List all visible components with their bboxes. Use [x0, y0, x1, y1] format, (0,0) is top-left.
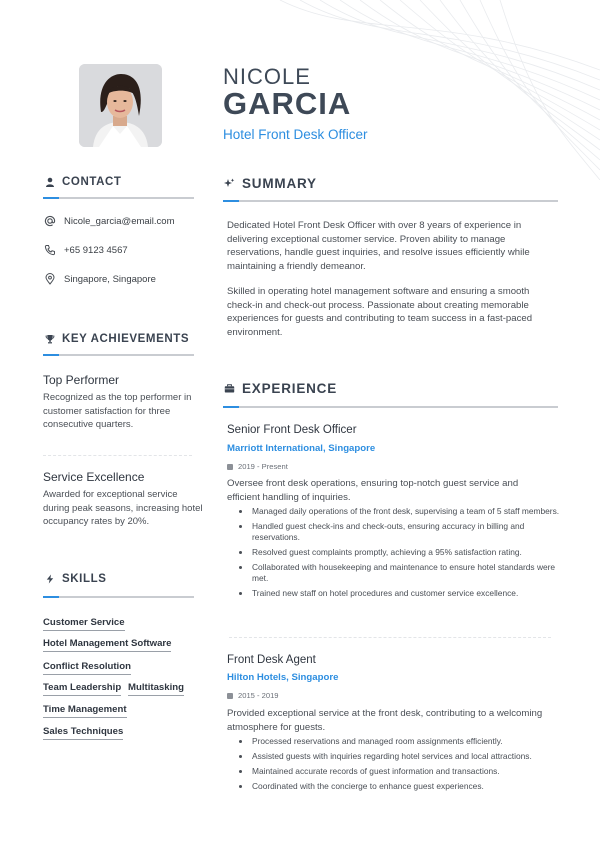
briefcase-icon — [224, 383, 235, 394]
email-text: Nicole_garcia@email.com — [64, 215, 175, 227]
skills-heading-label: SKILLS — [62, 573, 107, 585]
calendar-icon — [227, 464, 233, 470]
contact-email[interactable] — [44, 215, 175, 227]
achievements-heading-label: KEY ACHIEVEMENTS — [62, 333, 190, 345]
contact-heading-label: CONTACT — [62, 176, 122, 188]
summary-paragraph-2: Skilled in operating hotel management software and ensuring a smooth check-in and check-out process. Passionate about creating memorable experiences for guests and contributing to team success in a fast-paced environment. — [227, 286, 533, 338]
job-2-dates — [227, 691, 279, 700]
achievements-divider — [43, 354, 194, 356]
skill-tag: Conflict Resolution — [43, 661, 131, 675]
contact-divider — [43, 197, 194, 199]
trophy-icon — [45, 334, 55, 344]
location-pin-icon — [44, 273, 56, 285]
experience-heading-label: EXPERIENCE — [242, 381, 338, 396]
first-name: NICOLE — [223, 64, 311, 89]
skill-tag: Time Management — [43, 704, 127, 718]
summary-heading — [224, 176, 317, 191]
achievement-2-title: Service Excellence — [43, 470, 145, 484]
job-2-bullets — [237, 736, 573, 796]
list-item: • Maintained accurate records of guest information and transactions. — [251, 766, 573, 777]
achievement-1-text: Recognized as the top performer in customer satisfaction for three consecutive quarters. — [43, 392, 192, 430]
job-1-bullets — [237, 506, 573, 603]
location-text: Singapore, Singapore — [64, 273, 156, 285]
summary-paragraph-1: Dedicated Hotel Front Desk Officer with over 8 years of experience in delivering exceptional customer service. Proven ability to manage reservations, handle guest inquiries, and resolve issues efficiently while maintaining a friendly demeanor. — [227, 220, 530, 272]
job-1-company: Marriott International, Singapore — [227, 443, 376, 454]
last-name: GARCIA — [223, 86, 352, 121]
sparkle-icon — [224, 178, 235, 189]
list-item: • Coordinated with the concierge to enhance guest experiences. — [251, 781, 573, 792]
job-1-description: Oversee front desk operations, ensuring top-notch guest service and efficient handling of inquiries. — [227, 478, 519, 503]
phone-icon — [44, 244, 56, 256]
experience-heading — [224, 381, 337, 396]
profile-photo — [79, 64, 162, 147]
calendar-icon — [227, 693, 233, 699]
achievement-separator — [43, 455, 192, 456]
at-sign-icon — [44, 215, 56, 227]
contact-phone[interactable] — [44, 244, 128, 256]
list-item: • Assisted guests with inquiries regarding hotel services and local attractions. — [251, 751, 573, 762]
summary-divider — [223, 200, 558, 202]
skill-tag: Sales Techniques — [43, 726, 123, 740]
skill-tag: Multitasking — [128, 682, 184, 696]
job-1-dates-text: 2019 - Present — [238, 462, 288, 471]
contact-heading — [45, 176, 122, 188]
skills-divider — [43, 596, 194, 598]
achievements-heading — [45, 333, 189, 345]
job-1-dates — [227, 462, 288, 471]
list-item: • Trained new staff on hotel procedures and customer service excellence. — [251, 588, 573, 599]
person-icon — [45, 177, 55, 187]
list-item: • Collaborated with housekeeping and maintenance to ensure hotel standards were met. — [251, 562, 573, 584]
job-2-title: Front Desk Agent — [227, 654, 316, 666]
phone-text: +65 9123 4567 — [64, 244, 128, 256]
job-separator — [229, 637, 551, 638]
lightning-icon — [45, 574, 55, 584]
skill-tag: Team Leadership — [43, 682, 121, 696]
contact-location — [44, 273, 156, 285]
achievement-1-title: Top Performer — [43, 373, 120, 387]
list-item: • Resolved guest complaints promptly, achieving a 95% satisfaction rating. — [251, 547, 573, 558]
summary-heading-label: SUMMARY — [242, 176, 317, 191]
skill-tag: Customer Service — [43, 617, 125, 631]
job-1-title: Senior Front Desk Officer — [227, 424, 357, 436]
job-title: Hotel Front Desk Officer — [223, 127, 368, 142]
job-2-company: Hilton Hotels, Singapore — [227, 672, 339, 683]
skill-tag: Hotel Management Software — [43, 638, 171, 652]
skills-heading — [45, 573, 107, 585]
list-item: • Managed daily operations of the front desk, supervising a team of 5 staff members. — [251, 506, 573, 517]
experience-divider — [223, 406, 558, 408]
achievement-2-text: Awarded for exceptional service during peak seasons, increasing hotel occupancy rates by 20%. — [43, 489, 203, 527]
job-2-description: Provided exceptional service at the front desk, contributing to a welcoming atmosphere for guests. — [227, 708, 543, 733]
job-2-dates-text: 2015 - 2019 — [238, 691, 279, 700]
list-item: • Processed reservations and managed room assignments efficiently. — [251, 736, 573, 747]
list-item: • Handled guest check-ins and check-outs, ensuring accuracy in billing and reservations. — [251, 521, 573, 543]
